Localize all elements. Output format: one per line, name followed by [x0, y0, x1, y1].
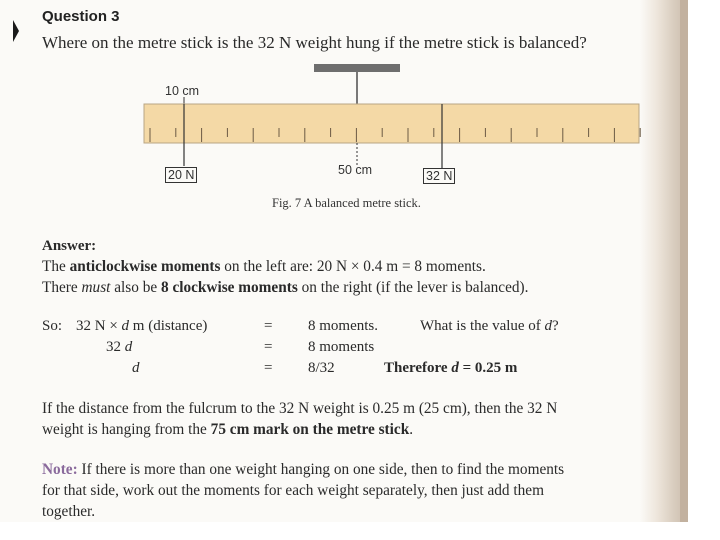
note-line-3: together. — [42, 503, 96, 520]
weight-32n: 32 N — [423, 168, 455, 184]
metre-stick — [144, 104, 639, 143]
working-so: So: — [42, 318, 63, 334]
text: on the left are: 20 N × 0.4 m = 8 moments. — [220, 258, 486, 275]
answer-line-2 — [42, 279, 528, 297]
text: The — [42, 258, 70, 275]
working-r3-eq: = — [264, 360, 273, 376]
text: Therefore — [384, 360, 452, 376]
note-label: Note: — [42, 461, 78, 478]
variable-d: d — [451, 360, 459, 376]
working-r1-left — [76, 318, 207, 335]
figure-caption: Fig. 7 A balanced metre stick. — [272, 196, 421, 210]
emphasis: must — [81, 279, 111, 296]
text: There — [42, 279, 82, 296]
working-r1-eq: = — [264, 318, 273, 334]
variable-d: d — [121, 318, 130, 334]
text: m (distance) — [129, 318, 208, 334]
text: . — [409, 421, 414, 438]
answer-75cm: 75 cm mark on the metre stick — [210, 421, 410, 438]
variable-d: d — [544, 318, 553, 334]
text: weight is hanging from the — [42, 421, 211, 438]
text: 32 — [106, 339, 125, 355]
text: If there is more than one weight hanging on one side, then to find the moments — [77, 461, 565, 478]
working-question — [420, 318, 559, 335]
working-r1-right: 8 moments. — [308, 318, 378, 334]
conclusion-line-2 — [42, 421, 413, 439]
label-50cm: 50 cm — [338, 163, 373, 177]
text: also be — [110, 279, 161, 296]
working-r3-left — [132, 360, 140, 377]
anticlockwise-term: anticlockwise moments — [69, 258, 221, 275]
note-line-1 — [42, 461, 564, 479]
text: = 0.25 m — [458, 360, 518, 376]
support-beam — [314, 64, 400, 72]
working-r3-right: 8/32 — [308, 360, 335, 376]
conclusion-line-1: If the distance from the fulcrum to the 32 N weight is 0.25 m (25 cm), then the 32 N — [42, 400, 558, 417]
text: on the right (if the lever is balanced). — [297, 279, 529, 296]
text: 32 N × — [76, 318, 122, 334]
clockwise-term: 8 clockwise moments — [160, 279, 298, 296]
variable-d: d — [124, 339, 133, 355]
weight-20n: 20 N — [165, 167, 197, 183]
answer-line-1 — [42, 258, 486, 276]
text: ? — [552, 318, 559, 334]
working-r2-left — [106, 339, 132, 356]
variable-d: d — [132, 360, 140, 376]
note-line-2: for that side, work out the moments for each weight separately, then just add them — [42, 482, 544, 499]
working-therefore — [384, 360, 517, 377]
question-heading: Question 3 — [42, 8, 120, 25]
text: What is the value of — [420, 318, 545, 334]
answer-heading: Answer: — [42, 238, 97, 254]
working-r2-right: 8 moments — [308, 339, 375, 355]
question-text: Where on the metre stick is the 32 N weight hung if the metre stick is balanced? — [42, 33, 587, 52]
label-10cm: 10 cm — [165, 84, 200, 98]
working-r2-eq: = — [264, 339, 273, 355]
